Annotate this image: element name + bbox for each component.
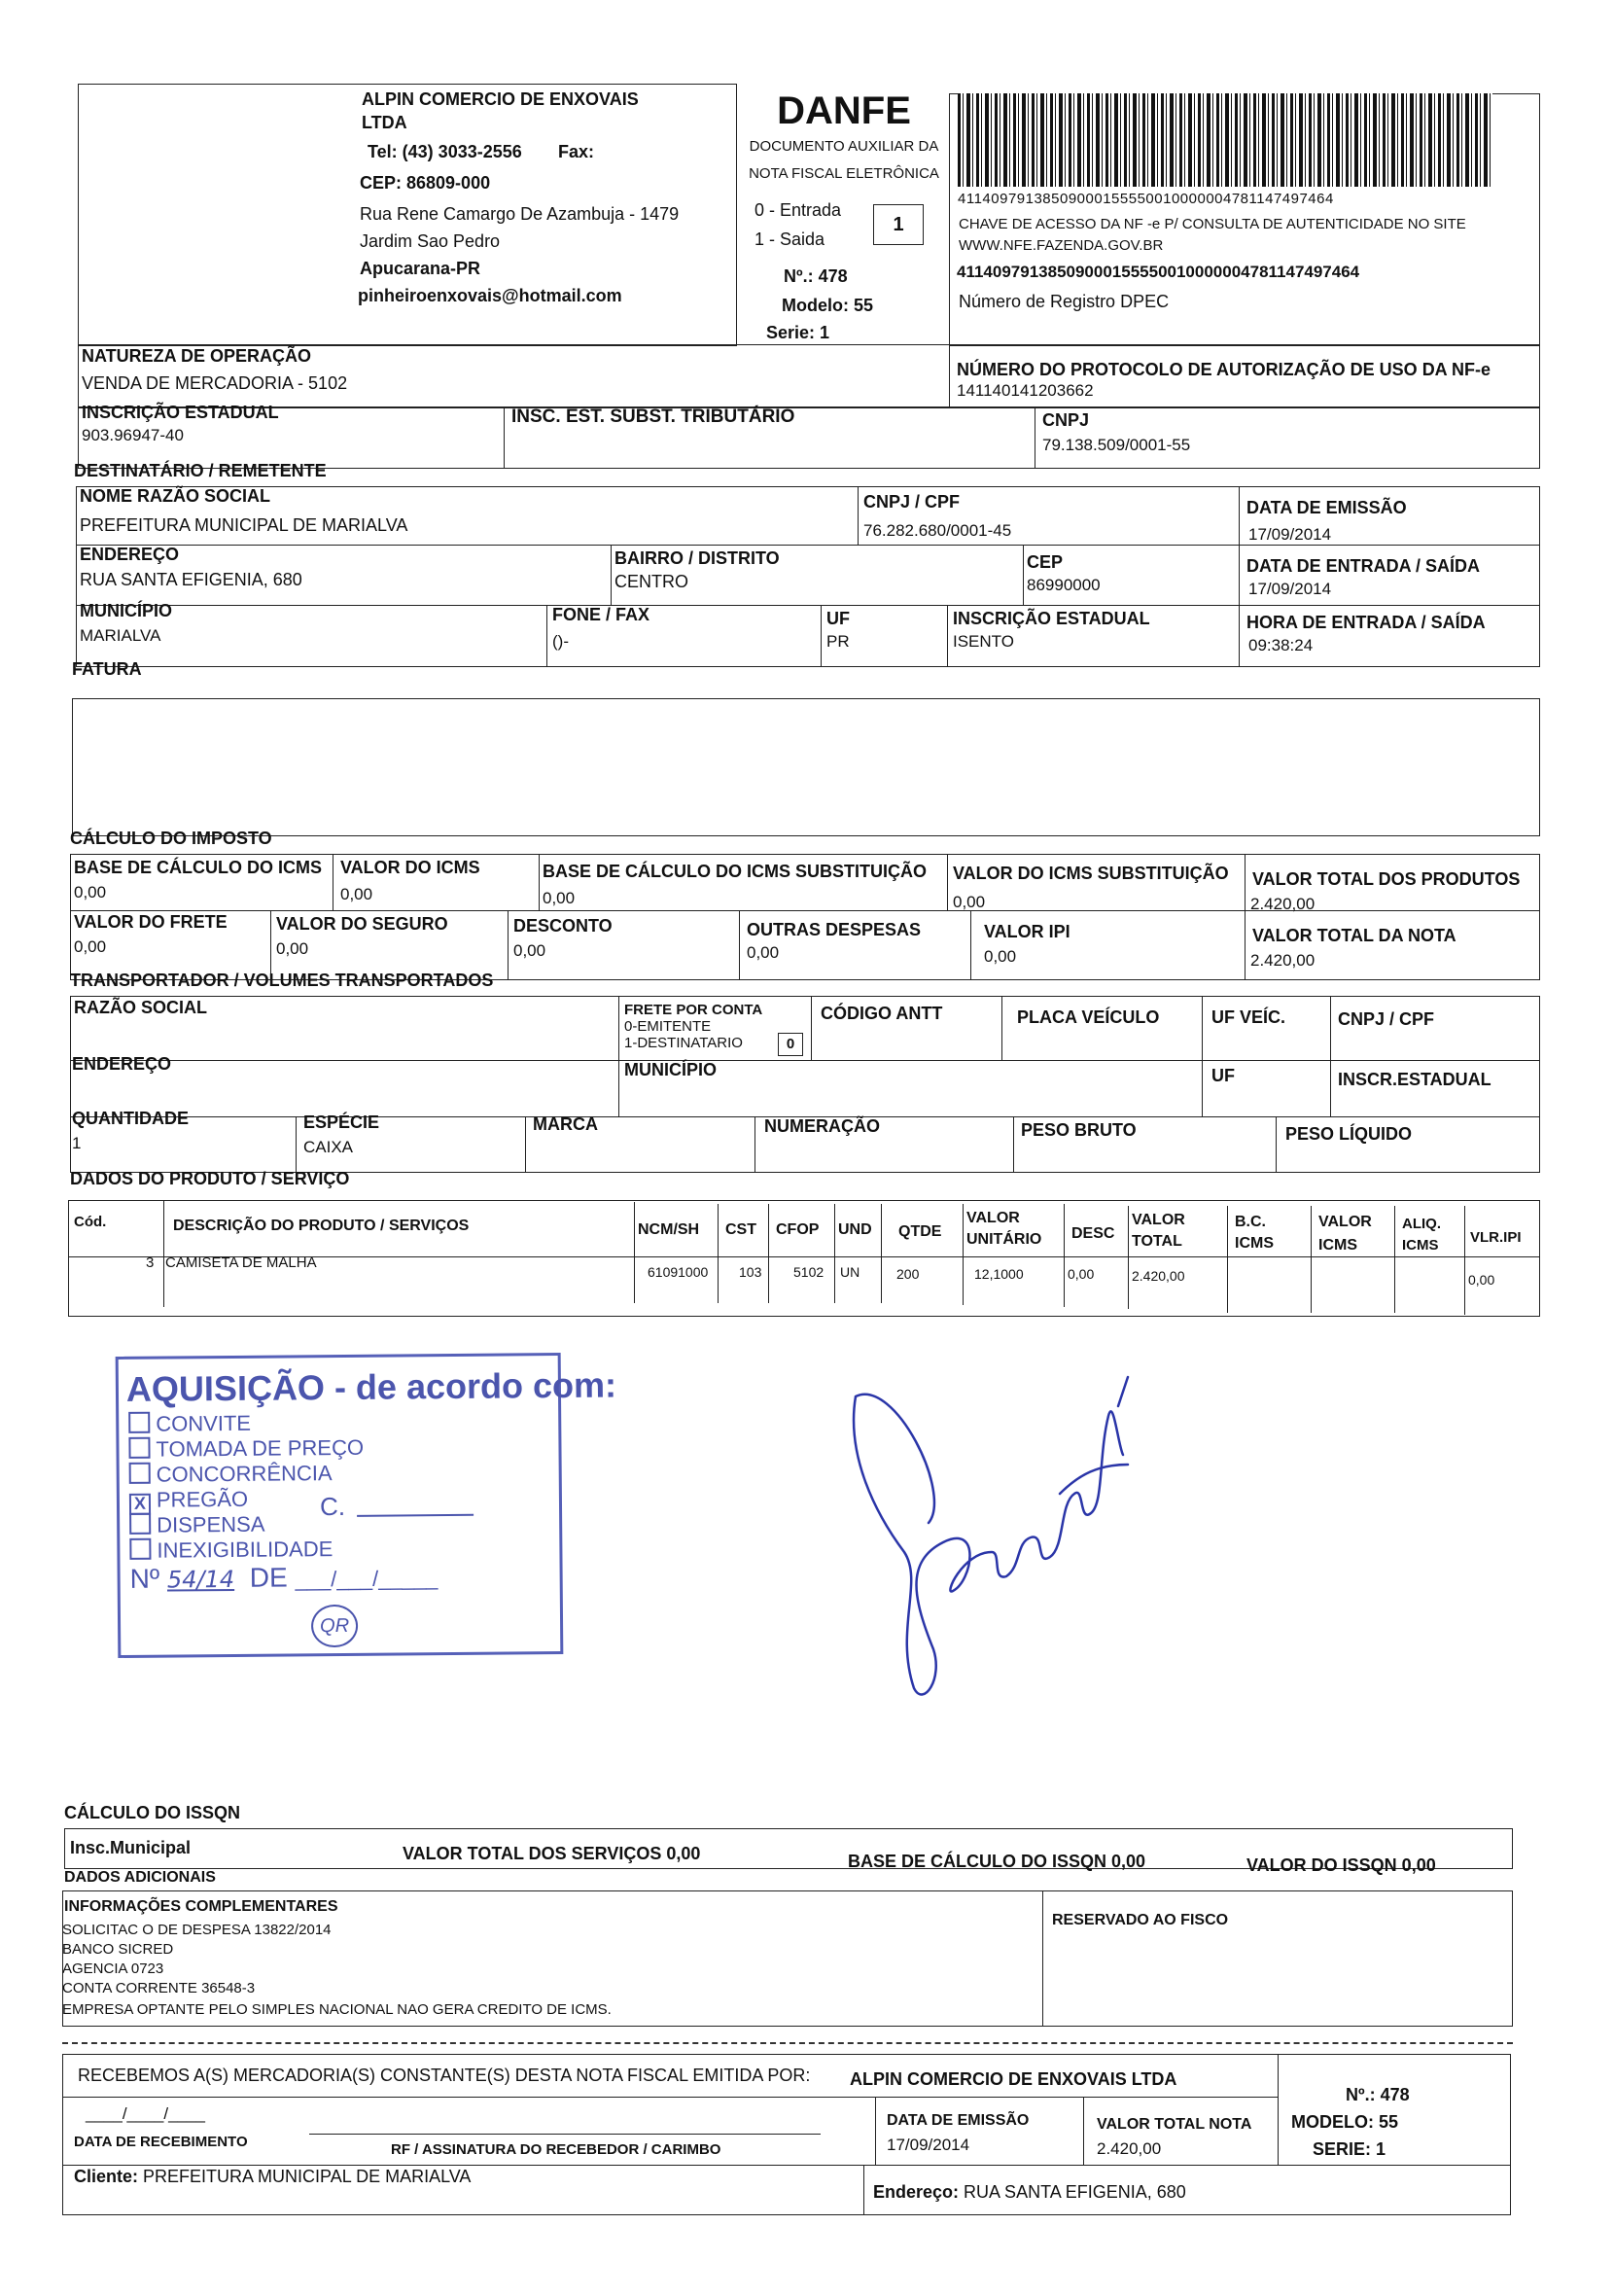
canhoto-total-label: VALOR TOTAL NOTA xyxy=(1097,2116,1252,2133)
protocolo-value: 141140141203662 xyxy=(957,381,1094,400)
info-l5: EMPRESA OPTANTE PELO SIMPLES NACIONAL NAO GERA CREDITO DE ICMS. xyxy=(62,2001,612,2018)
stamp-no: Nº xyxy=(129,1563,160,1594)
dest-cep-label: CEP xyxy=(1027,552,1064,572)
dpec-label: Número de Registro DPEC xyxy=(959,292,1170,311)
transportador-section: TRANSPORTADOR / VOLUMES TRANSPORTADOS xyxy=(70,971,494,990)
col-desc: DESC xyxy=(1071,1225,1115,1242)
dest-uf-label: UF xyxy=(826,609,850,628)
ipi: 0,00 xyxy=(984,947,1017,966)
stamp-dispensa: DISPENSA xyxy=(157,1511,265,1537)
inscricao-label: INSCRIÇÃO ESTADUAL xyxy=(82,403,279,422)
signature-image xyxy=(836,1358,1186,1717)
transp-municipio-label: MUNICÍPIO xyxy=(624,1060,718,1079)
row-ncm: 61091000 xyxy=(648,1264,709,1280)
chave-acesso: 41140979138509000155550010000004781147497464 xyxy=(957,263,1360,281)
emitente-tel: Tel: (43) 3033-2556 xyxy=(368,142,522,161)
transportador-box xyxy=(70,996,1540,1173)
bc-st-label: BASE DE CÁLCULO DO ICMS SUBSTITUIÇÃO xyxy=(543,862,928,881)
emitente-email: pinheiroenxovais@hotmail.com xyxy=(358,286,622,305)
canhoto-modelo: MODELO: 55 xyxy=(1291,2112,1399,2132)
barcode-number: 41140979138509000155550010000004781147497464 xyxy=(958,191,1334,207)
insc-st-label: INSC. EST. SUBST. TRIBUTÁRIO xyxy=(511,406,795,427)
recebemos-text: RECEBEMOS A(S) MERCADORIA(S) CONSTANTE(S) DESTA NOTA FISCAL EMITIDA POR: xyxy=(78,2066,811,2085)
desconto: 0,00 xyxy=(513,941,546,960)
cliente-value: PREFEITURA MUNICIPAL DE MARIALVA xyxy=(143,2167,472,2186)
stamp-pregao: PREGÃO xyxy=(156,1486,249,1512)
dest-entrada: 17/09/2014 xyxy=(1248,580,1332,598)
transp-ie-label: INSCR.ESTADUAL xyxy=(1338,1070,1491,1089)
col-und: UND xyxy=(838,1221,872,1238)
frete-conta-label xyxy=(624,1002,762,1051)
canhoto-total: 2.420,00 xyxy=(1097,2139,1162,2158)
dest-fone-label: FONE / FAX xyxy=(552,605,650,624)
stamp-number: 54/14 xyxy=(166,1565,235,1594)
stamp-tomada: TOMADA DE PREÇO xyxy=(156,1434,365,1462)
stamp-inexigibilidade: INEXIGIBILIDADE xyxy=(157,1537,333,1563)
danfe-subtitle-1: DOCUMENTO AUXILIAR DA xyxy=(749,138,939,155)
canhoto-emissao-label: DATA DE EMISSÃO xyxy=(887,2112,1030,2129)
danfe-tipo: 1 xyxy=(873,204,924,245)
natureza-value: VENDA DE MERCADORIA - 5102 xyxy=(82,373,348,393)
destinatario-section: DESTINATÁRIO / REMETENTE xyxy=(74,461,327,480)
row-vunit: 12,1000 xyxy=(974,1266,1024,1282)
stamp-de: DE xyxy=(249,1562,288,1593)
marca-label: MARCA xyxy=(533,1114,598,1134)
chave-site: WWW.NFE.FAZENDA.GOV.BR xyxy=(959,237,1164,254)
col-aliq-2: ICMS xyxy=(1402,1237,1439,1254)
transp-endereco-label: ENDEREÇO xyxy=(72,1054,172,1074)
danfe-subtitle-2: NOTA FISCAL ELETRÔNICA xyxy=(749,165,939,182)
info-l3: AGENCIA 0723 xyxy=(62,1960,164,1977)
stamp-title: AQUISIÇÃO - de acordo com: xyxy=(125,1364,617,1409)
dest-emissao: 17/09/2014 xyxy=(1248,525,1332,544)
total-produtos: 2.420,00 xyxy=(1250,895,1316,913)
icms-st-label: VALOR DO ICMS SUBSTITUIÇÃO xyxy=(953,864,1229,883)
outras-label: OUTRAS DESPESAS xyxy=(747,920,922,939)
frete-conta-l3: 1-DESTINATARIO xyxy=(624,1035,743,1051)
dest-entrada-label: DATA DE ENTRADA / SAÍDA xyxy=(1246,556,1480,576)
inscricao-value: 903.96947-40 xyxy=(82,426,184,444)
emitente-city: Apucarana-PR xyxy=(360,259,481,278)
info-l1: SOLICITAC O DE DESPESA 13822/2014 xyxy=(62,1922,332,1938)
total-nota: 2.420,00 xyxy=(1250,951,1316,970)
icms-st: 0,00 xyxy=(953,893,986,911)
antt-label: CÓDIGO ANTT xyxy=(821,1004,943,1023)
stamp-c: C. xyxy=(319,1491,346,1522)
col-vtotal-2: TOTAL xyxy=(1132,1233,1182,1250)
quantidade-label: QUANTIDADE xyxy=(72,1109,189,1128)
especie: CAIXA xyxy=(303,1138,354,1156)
info-complementares-label: INFORMAÇÕES COMPLEMENTARES xyxy=(64,1898,338,1915)
especie-label: ESPÉCIE xyxy=(303,1113,380,1132)
frete-conta-value: 0 xyxy=(778,1033,803,1056)
protocolo-label: NÚMERO DO PROTOCOLO DE AUTORIZAÇÃO DE USO DA NF-e xyxy=(957,360,1491,379)
dest-hora: 09:38:24 xyxy=(1248,636,1314,654)
emitente-name-2: LTDA xyxy=(362,113,407,132)
checkbox-icon xyxy=(128,1412,150,1433)
peso-bruto-label: PESO BRUTO xyxy=(1021,1120,1137,1140)
row-ipi: 0,00 xyxy=(1468,1272,1495,1288)
frete-conta-l2: 0-EMITENTE xyxy=(624,1018,712,1035)
endereco-label: Endereço: xyxy=(873,2182,960,2202)
placa-label: PLACA VEÍCULO xyxy=(1017,1007,1160,1027)
cliente-label: Cliente: xyxy=(74,2167,139,2186)
desconto-label: DESCONTO xyxy=(513,916,613,936)
row-desc: 0,00 xyxy=(1068,1266,1095,1282)
checkbox-icon xyxy=(129,1538,151,1560)
total-nota-label: VALOR TOTAL DA NOTA xyxy=(1252,926,1456,945)
quantidade: 1 xyxy=(72,1134,82,1152)
col-qtde: QTDE xyxy=(898,1223,942,1240)
canhoto-emissao: 17/09/2014 xyxy=(887,2136,970,2154)
checkbox-icon xyxy=(129,1463,151,1484)
danfe-numero: Nº.: 478 xyxy=(784,266,848,286)
dest-municipio: MARIALVA xyxy=(80,626,161,645)
aquisicao-stamp xyxy=(116,1353,617,1658)
bc-icms-label: BASE DE CÁLCULO DO ICMS xyxy=(74,858,323,877)
emitente-neighborhood: Jardim Sao Pedro xyxy=(360,231,501,251)
dest-uf: PR xyxy=(826,632,850,651)
danfe-serie: Serie: 1 xyxy=(766,323,830,342)
row-descricao: CAMISETA DE MALHA xyxy=(165,1254,317,1271)
row-cfop: 5102 xyxy=(793,1264,825,1280)
transp-uf-label: UF xyxy=(1211,1066,1235,1085)
checkbox-icon xyxy=(128,1437,150,1459)
stamp-concorrencia: CONCORRÊNCIA xyxy=(156,1461,333,1487)
canhoto-serie: SERIE: 1 xyxy=(1313,2139,1386,2159)
emitente-cep: CEP: 86809-000 xyxy=(360,173,491,193)
seguro: 0,00 xyxy=(276,939,309,958)
dest-endereco-label: ENDEREÇO xyxy=(80,545,180,564)
col-bc-2: ICMS xyxy=(1235,1235,1274,1252)
danfe-saida: 1 - Saida xyxy=(754,230,825,249)
col-vunit-1: VALOR xyxy=(966,1210,1020,1226)
col-vicms-1: VALOR xyxy=(1318,1214,1372,1230)
recebemos-emitente: ALPIN COMERCIO DE ENXOVAIS LTDA xyxy=(850,2069,1177,2089)
data-recebimento-blank: ____/____/____ xyxy=(86,2104,205,2123)
uf-veic-label: UF VEÍC. xyxy=(1211,1007,1286,1027)
dest-cnpj: 76.282.680/0001-45 xyxy=(863,521,1012,540)
issqn-base: BASE DE CÁLCULO DO ISSQN 0,00 xyxy=(848,1852,1146,1871)
emitente-name: ALPIN COMERCIO DE ENXOVAIS xyxy=(362,89,639,109)
fatura-section: FATURA xyxy=(72,659,142,679)
rf-assinatura-label: RF / ASSINATURA DO RECEBEDOR / CARIMBO xyxy=(391,2141,721,2158)
frete-conta-l1: FRETE POR CONTA xyxy=(624,1002,763,1018)
dest-cnpj-label: CNPJ / CPF xyxy=(863,492,961,512)
cnpj-emitente-value: 79.138.509/0001-55 xyxy=(1042,436,1191,454)
emitente-fax: Fax: xyxy=(558,142,595,161)
row-cod: 3 xyxy=(146,1254,155,1271)
col-cod: Cód. xyxy=(74,1214,107,1230)
issqn-section: CÁLCULO DO ISSQN xyxy=(64,1803,241,1822)
frete-label: VALOR DO FRETE xyxy=(74,912,228,932)
col-vicms-2: ICMS xyxy=(1318,1237,1357,1254)
col-cst: CST xyxy=(725,1221,756,1238)
stamp-initials: QR xyxy=(311,1605,358,1647)
col-ipi: VLR.IPI xyxy=(1470,1229,1522,1246)
row-und: UN xyxy=(840,1264,860,1280)
info-l4: CONTA CORRENTE 36548-3 xyxy=(62,1980,256,1996)
row-qtde: 200 xyxy=(896,1266,920,1282)
danfe-title: DANFE xyxy=(777,89,911,132)
endereco-value: RUA SANTA EFIGENIA, 680 xyxy=(964,2182,1186,2202)
row-vtotal: 2.420,00 xyxy=(1132,1268,1185,1284)
dest-ie: ISENTO xyxy=(953,632,1014,651)
barcode-image xyxy=(958,93,1492,187)
stamp-convite: CONVITE xyxy=(156,1410,252,1436)
cut-line xyxy=(62,2042,1513,2044)
col-ncm: NCM/SH xyxy=(638,1221,700,1238)
outras: 0,00 xyxy=(747,943,780,962)
bc-st: 0,00 xyxy=(543,889,576,907)
icms: 0,00 xyxy=(340,885,373,903)
checkbox-checked-icon: X xyxy=(129,1494,151,1515)
data-recebimento-label: DATA DE RECEBIMENTO xyxy=(74,2134,248,2150)
row-cst: 103 xyxy=(739,1264,762,1280)
ipi-label: VALOR IPI xyxy=(984,922,1070,941)
total-produtos-label: VALOR TOTAL DOS PRODUTOS xyxy=(1252,869,1521,889)
dest-nome-label: NOME RAZÃO SOCIAL xyxy=(80,486,270,506)
reservado-fisco-label: RESERVADO AO FISCO xyxy=(1052,1912,1229,1928)
insc-municipal-label: Insc.Municipal xyxy=(70,1838,192,1857)
dest-endereco: RUA SANTA EFIGENIA, 680 xyxy=(80,570,302,589)
emitente-address: Rua Rene Camargo De Azambuja - 1479 xyxy=(360,204,680,224)
col-aliq-1: ALIQ. xyxy=(1402,1216,1441,1232)
dest-ie-label: INSCRIÇÃO ESTADUAL xyxy=(953,609,1150,628)
issqn-servicos: VALOR TOTAL DOS SERVIÇOS 0,00 xyxy=(403,1844,701,1863)
danfe-modelo: Modelo: 55 xyxy=(782,296,874,315)
bc-icms: 0,00 xyxy=(74,883,107,901)
produtos-section: DADOS DO PRODUTO / SERVIÇO xyxy=(70,1169,350,1188)
dest-municipio-label: MUNICÍPIO xyxy=(80,601,173,620)
issqn-valor: VALOR DO ISSQN 0,00 xyxy=(1246,1855,1436,1875)
dest-nome: PREFEITURA MUNICIPAL DE MARIALVA xyxy=(80,515,408,535)
chave-description: CHAVE DE ACESSO DA NF -e P/ CONSULTA DE AUTENTICIDADE NO SITE xyxy=(959,216,1466,232)
cnpj-emitente-label: CNPJ xyxy=(1042,410,1090,430)
natureza-label: NATUREZA DE OPERAÇÃO xyxy=(82,346,312,366)
col-vtotal-1: VALOR xyxy=(1132,1212,1185,1228)
col-vunit-2: UNITÁRIO xyxy=(966,1231,1042,1248)
dest-cep: 86990000 xyxy=(1027,576,1101,594)
info-l2: BANCO SICRED xyxy=(62,1941,174,1958)
transp-cnpj-label: CNPJ / CPF xyxy=(1338,1009,1435,1029)
col-descricao: DESCRIÇÃO DO PRODUTO / SERVIÇOS xyxy=(173,1218,470,1234)
frete: 0,00 xyxy=(74,937,107,956)
dest-hora-label: HORA DE ENTRADA / SAÍDA xyxy=(1246,613,1486,632)
dest-bairro: CENTRO xyxy=(614,572,688,591)
checkbox-icon xyxy=(129,1513,151,1535)
stamp-date: ___/___/_____ xyxy=(295,1566,439,1592)
inscricao-box xyxy=(78,406,1540,469)
canhoto-numero: Nº.: 478 xyxy=(1346,2085,1410,2104)
col-bc-1: B.C. xyxy=(1235,1214,1266,1230)
dest-emissao-label: DATA DE EMISSÃO xyxy=(1246,498,1407,517)
peso-liquido-label: PESO LÍQUIDO xyxy=(1285,1124,1413,1144)
fatura-box xyxy=(72,698,1540,836)
col-cfop: CFOP xyxy=(776,1221,820,1238)
icms-label: VALOR DO ICMS xyxy=(340,858,480,877)
imposto-section: CÁLCULO DO IMPOSTO xyxy=(70,829,272,848)
dest-fone: ()- xyxy=(552,632,569,651)
dest-bairro-label: BAIRRO / DISTRITO xyxy=(614,548,780,568)
numeracao-label: NUMERAÇÃO xyxy=(764,1116,880,1136)
danfe-entrada: 0 - Entrada xyxy=(754,200,842,220)
seguro-label: VALOR DO SEGURO xyxy=(276,914,448,934)
adicionais-section: DADOS ADICIONAIS xyxy=(64,1869,216,1886)
transp-razao-label: RAZÃO SOCIAL xyxy=(74,998,207,1017)
